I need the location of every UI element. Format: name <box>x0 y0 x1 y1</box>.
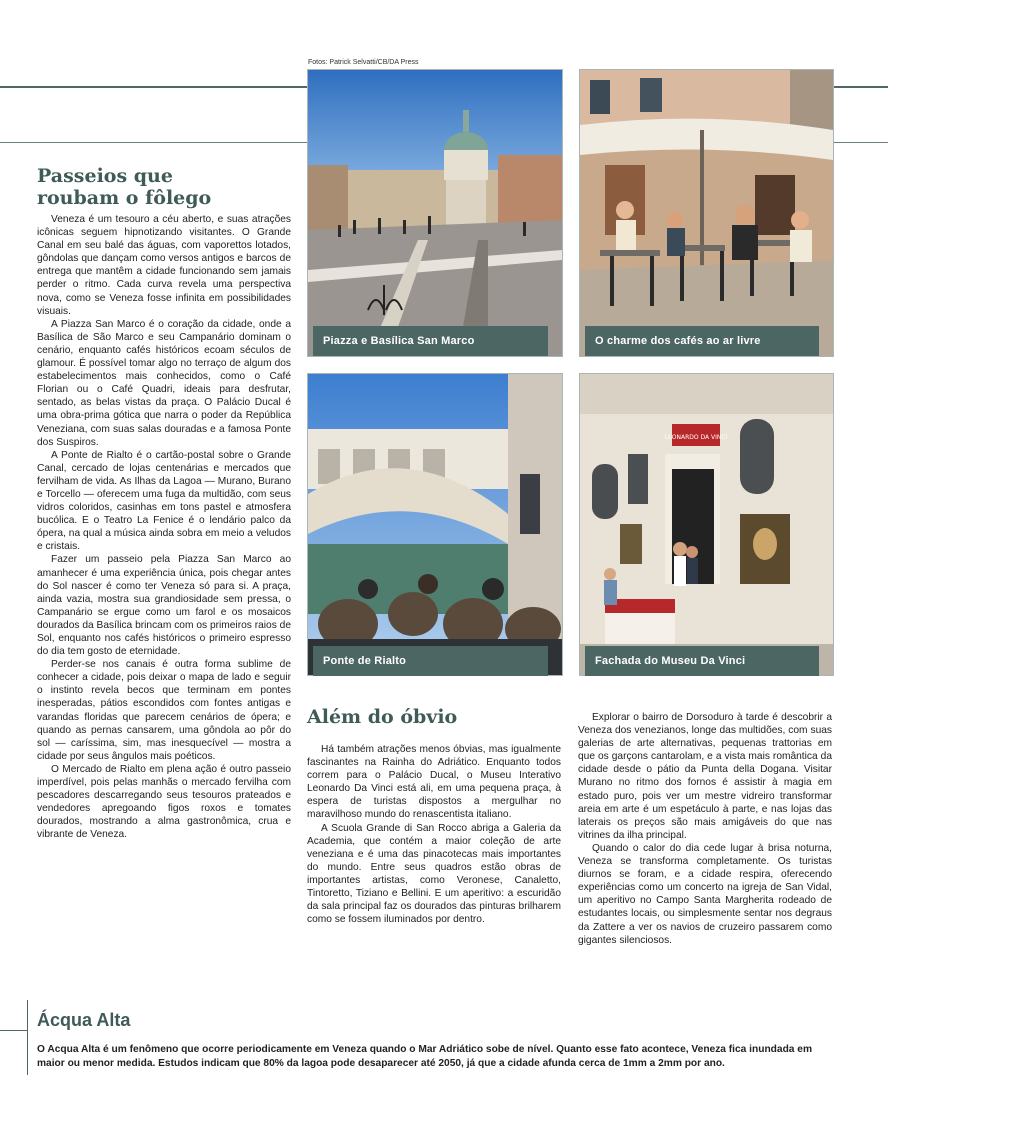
caption-cafe: O charme dos cafés ao ar livre <box>585 326 819 356</box>
caption-rialto: Ponte de Rialto <box>313 646 548 676</box>
alem-paragraph: A Scuola Grande di San Rocco abriga a Galeria da Academia, que contém a maior coleção de arte veneziana e é uma das pinacotecas mais importantes do mundo. Entre seus quadros estão obras de importantes artistas, como Veronese, Canaletto, Tintoretto, Tiziano e Bellini. E um aperitivo: a escuridão da sala principal faz os dourados das pinturas brilharem como se fossem iluminados por dentro. <box>307 822 561 926</box>
acqua-side-rule <box>27 1000 28 1075</box>
museu-sign: LEONARDO DA VINCI <box>664 434 728 441</box>
passeios-paragraph: A Piazza San Marco é o coração da cidade, onde a Basílica de São Marco e seu Campanário dominam o cenário, enquanto cafés históricos ecoam séculos de glamour. É possível tomar algo no terraço de algum dos estabelecimentos mais conhecidos, como o Café Florian ou o Café Quadri, ideais para desfrutar, sentado, as belas vistas da praça. O Palácio Ducal é uma obra-prima gótica que narra o poder da República Veneziana, com suas salas douradas e a famosa Ponte dos Suspiros. <box>37 318 291 448</box>
photo-piazza <box>307 69 563 357</box>
cafe-illustration <box>580 70 833 356</box>
top-rule-right-lower <box>832 142 888 143</box>
top-rule-right <box>832 86 888 88</box>
acqua-text: O Acqua Alta é um fenômeno que ocorre periodicamente em Veneza quando o Mar Adriático sobe de nível. Quanto esse fato acontece, Veneza fica inundada em maior ou menor medida. Estudos indicam que 80% da lagoa pode desaparecer até 2050, já que a cidade afunda cerca de 1mm a 2mm por ano. <box>37 1044 813 1069</box>
passeios-title-line2: roubam o fôlego <box>37 187 212 209</box>
passeios-paragraph: Perder-se nos canais é outra forma sublime de conhecer a cidade, pois deixar o mapa de lado e seguir o instinto revela becos que terminam em pontes inesperadas, pátios escondidos com fontes antigas e varandas floridas que parecem cenários de ópera; e quando as pernas cansarem, uma gôndola ao pôr do sol — caríssima, sim, mas inesquecível — mostra a cidade por seus ângulos mais poéticos. <box>37 659 291 762</box>
caption-piazza: Piazza e Basílica San Marco <box>313 326 548 356</box>
passeios-title-line1: Passeios que <box>37 165 173 187</box>
passeios-section <box>37 165 291 842</box>
acqua-tick-rule <box>0 1030 28 1031</box>
photo-rialto <box>307 373 563 676</box>
passeios-body <box>37 213 291 842</box>
acqua-section <box>37 1010 837 1071</box>
photo-museu <box>579 373 834 676</box>
alem-paragraph: Quando o calor do dia cede lugar à brisa noturna, Veneza se transforma completamente. Os turistas diurnos se foram, e a cidade respira, oferecendo experiências como um concerto na igreja de San Vidal, um aperitivo no Campo Santa Margherita rodeado de estudantes locais, ou simplesmente sentar nos degraus da Zattere a ver os navios de cruzeiro passarem como gigantes silenciosos. <box>578 842 832 946</box>
passeios-paragraph: Veneza é um tesouro a céu aberto, e suas atrações icônicas seguem hipnotizando visitantes. O Grande Canal em seu balé das águas, com vaporettos lotados, gôndolas que dançam como versos antigos e barcos de entrega que mantêm a cidade funcionando sem jamais perder o ritmo. Cada curva revela uma perspectiva nova, como se Veneza fosse infinita em possibilidades visuais. <box>37 214 291 317</box>
piazza-illustration <box>308 70 562 356</box>
rialto-illustration <box>308 374 562 675</box>
top-rule-left <box>0 86 307 88</box>
photo-credit: Fotos: Patrick Selvatti/CB/DA Press <box>308 59 419 66</box>
alem-headline: Além do óbvio <box>307 706 458 728</box>
passeios-paragraph: A Ponte de Rialto é o cartão-postal sobre o Grande Canal, cercado de lojas centenárias e mercados que fervilham de vida. As Ilhas da Lagoa — Murano, Burano e Torcello — oferecem uma fuga da multidão, com seus vidros coloridos, casinhas em tons pastel e atmosfera bucólica. E o Teatro La Fenice é o lendário palco da ópera, na qual a música ainda sobra em meio a veludos e cristais. <box>37 449 291 553</box>
passeios-paragraph: Fazer um passeio pela Piazza San Marco ao amanhecer é uma experiência única, pois chegar antes do Sol nascer é como ter Veneza só para si. A praça, ainda vazia, mostra sua grandiosidade sem pressa, o Campanário se ergue como um farol e os mosaicos dourados da Basílica brincam com os primeiros raios de Sol, enquanto nos cafés históricos o primeiro espresso do dia tem gosto de eternidade. <box>37 554 291 658</box>
photo-cafe <box>579 69 834 357</box>
acqua-title: Ácqua Alta <box>37 1010 131 1030</box>
alem-paragraph: Explorar o bairro de Dorsoduro à tarde é descobrir a Veneza dos venezianos, longe das multidões, com suas galerias de arte alternativas, pequenas trattorias em que os garçons cantarolam, e a vista mais romântica da cidade desde o pátio da Punta della Dogana. Visitar Murano no ritmo dos fornos é assistir à magia em estado puro, pois ver um mestre vidreiro transformar areia em arte é um espetáculo à parte, e nas lojas das laterais os preços são mais amigáveis do que nas vitrines da ilha principal. <box>578 712 832 841</box>
alem-column-a <box>307 743 561 926</box>
museu-illustration <box>580 374 833 675</box>
passeios-paragraph: O Mercado de Rialto em plena ação é outro passeio imperdível, pois pelas manhãs o mercado fervilha com pescadores descarregando seus tesouros prateados e vendedores apregoando figos roxos e tomates dourados, mostrando a alma gastronômica, crua e vibrante de Veneza. <box>37 763 291 841</box>
top-rule-left-lower <box>0 142 307 143</box>
alem-column-b <box>578 711 832 947</box>
alem-paragraph: Há também atrações menos óbvias, mas igualmente fascinantes na Rainha do Adriático. Enquanto todos correm para o Palácio Ducal, o Museu Interativo Leonardo Da Vinci está ali, em uma pequena praça, à espera de turistas dispostos a mergulhar no maravilhoso mundo do renascentista italiano. <box>307 744 561 821</box>
caption-museu: Fachada do Museu Da Vinci <box>585 646 819 676</box>
passeios-headline <box>37 165 291 209</box>
